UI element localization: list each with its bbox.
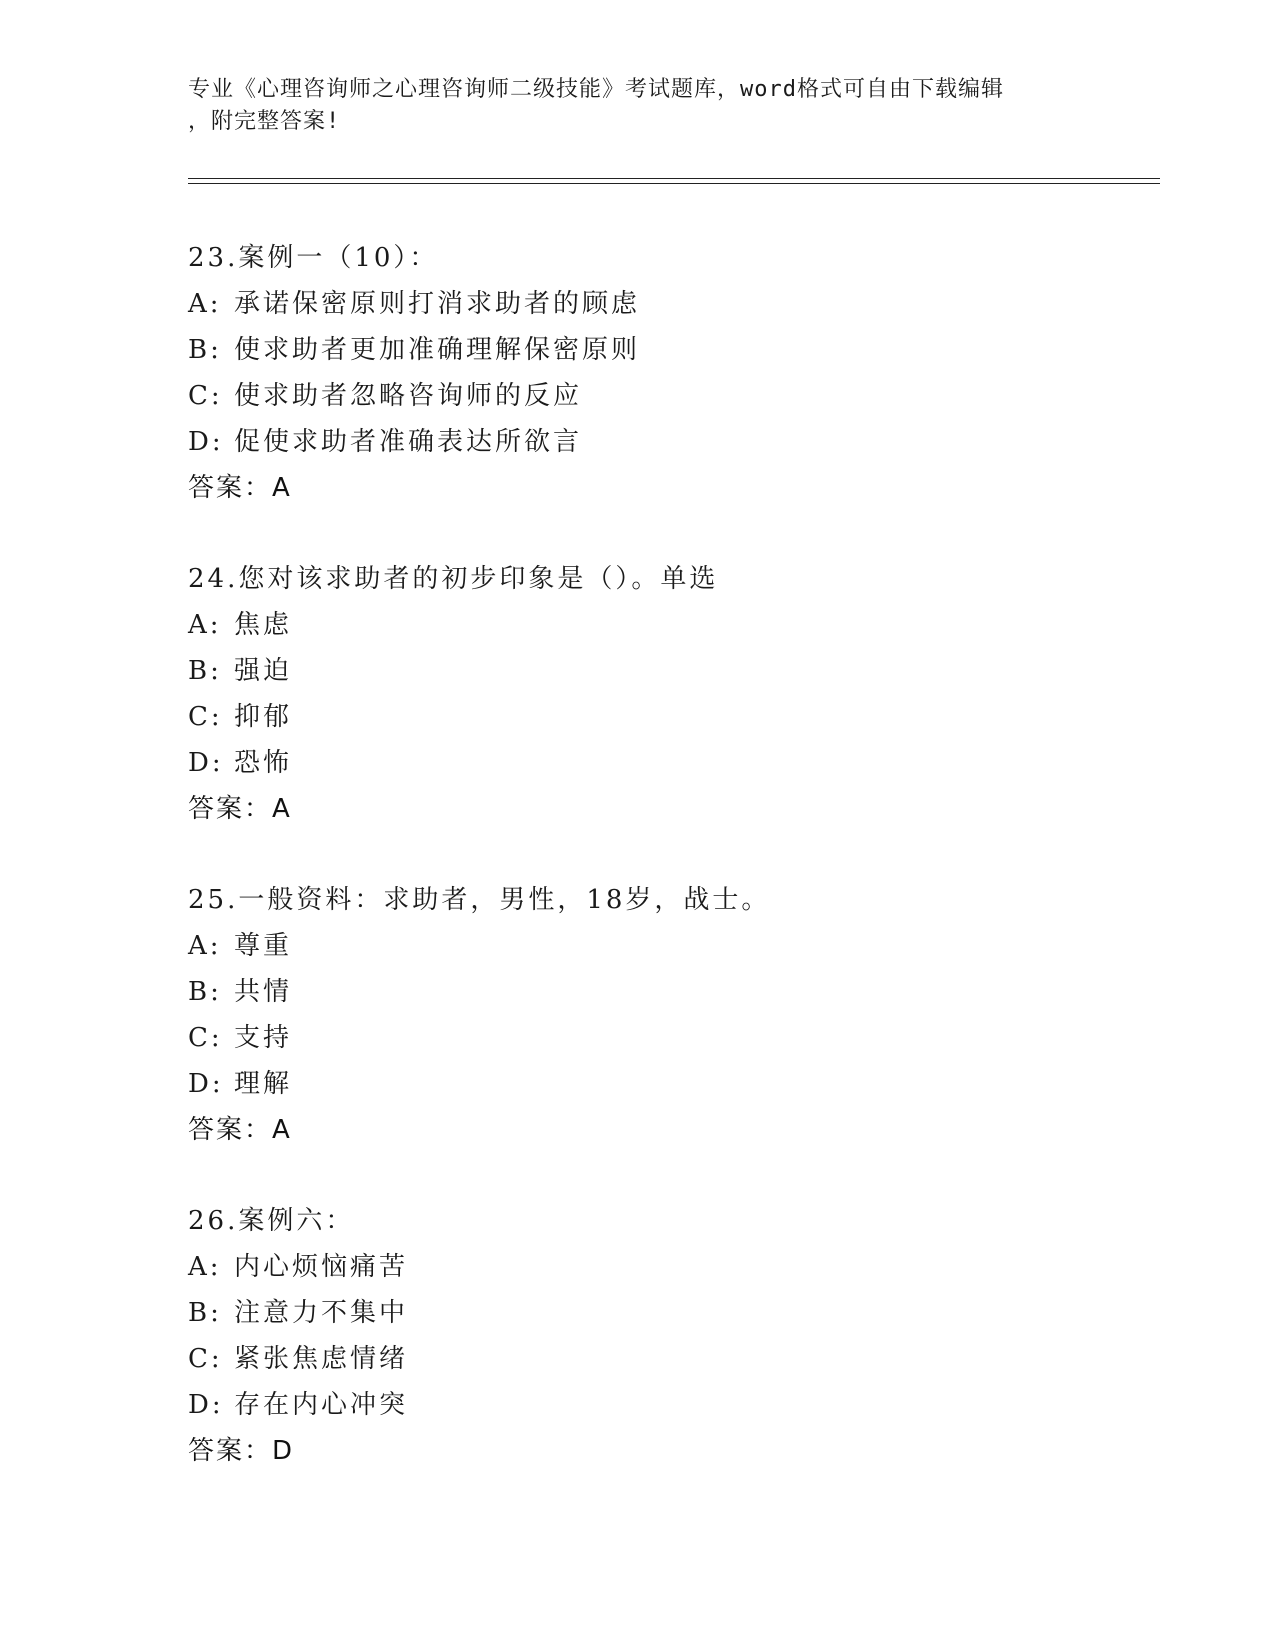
option-text: 使求助者更加准确理解保密原则: [234, 335, 641, 365]
header-line-1: 专业《心理咨询师之心理咨询师二级技能》考试题库，word格式可自由下载编辑: [188, 77, 1004, 102]
option-letter: A:: [188, 289, 222, 319]
option-text: 共情: [234, 977, 293, 1007]
option-c: [188, 1336, 1168, 1382]
answer-line: 答案：A: [188, 794, 292, 824]
option-text: 恐怖: [234, 748, 293, 778]
header-line-2: ，附完整答案!: [188, 109, 341, 134]
option-letter: A:: [188, 931, 222, 961]
option-text: 承诺保密原则打消求助者的顾虑: [234, 289, 641, 319]
question-title: 25.一般资料：求助者，男性，18岁，战士。: [188, 885, 771, 915]
option-text: 抑郁: [234, 702, 293, 732]
option-a: [188, 1244, 1168, 1290]
option-letter: D:: [188, 427, 224, 457]
answer-line: 答案：D: [188, 1436, 295, 1466]
option-letter: C:: [188, 381, 223, 411]
option-a: [188, 923, 1168, 969]
option-letter: D:: [188, 748, 224, 778]
option-c: [188, 373, 1168, 419]
option-text: 促使求助者准确表达所欲言: [234, 427, 583, 457]
option-text: 注意力不集中: [234, 1298, 409, 1328]
option-text: 紧张焦虑情绪: [234, 1344, 409, 1374]
option-b: [188, 969, 1168, 1015]
question-block: [188, 556, 1168, 832]
option-letter: B:: [188, 656, 222, 686]
option-text: 尊重: [234, 931, 293, 961]
option-letter: D:: [188, 1069, 224, 1099]
option-d: [188, 419, 1168, 465]
option-a: [188, 602, 1168, 648]
option-c: [188, 1015, 1168, 1061]
question-block: [188, 235, 1168, 511]
option-a: [188, 281, 1168, 327]
option-d: [188, 1061, 1168, 1107]
option-letter: B:: [188, 977, 222, 1007]
question-block: [188, 877, 1168, 1153]
option-letter: B:: [188, 1298, 222, 1328]
option-b: [188, 327, 1168, 373]
option-c: [188, 694, 1168, 740]
option-b: [188, 648, 1168, 694]
option-b: [188, 1290, 1168, 1336]
answer-line: 答案：A: [188, 1115, 292, 1145]
document-header: [188, 74, 1088, 138]
question-block: [188, 1198, 1168, 1474]
option-text: 强迫: [234, 656, 293, 686]
option-text: 使求助者忽略咨询师的反应: [234, 381, 583, 411]
question-title: 23.案例一（10）：: [188, 243, 439, 273]
option-text: 理解: [234, 1069, 293, 1099]
option-letter: A:: [188, 1252, 222, 1282]
header-divider-bottom: [188, 183, 1160, 184]
option-text: 焦虑: [234, 610, 293, 640]
option-d: [188, 1382, 1168, 1428]
option-text: 存在内心冲突: [234, 1390, 409, 1420]
header-divider-top: [188, 178, 1160, 179]
option-d: [188, 740, 1168, 786]
answer-line: 答案：A: [188, 473, 292, 503]
option-letter: A:: [188, 610, 222, 640]
option-letter: B:: [188, 335, 222, 365]
option-text: 内心烦恼痛苦: [234, 1252, 409, 1282]
option-letter: C:: [188, 1023, 223, 1053]
option-letter: C:: [188, 1344, 223, 1374]
option-letter: D:: [188, 1390, 224, 1420]
option-letter: C:: [188, 702, 223, 732]
option-text: 支持: [234, 1023, 293, 1053]
question-title: 24.您对该求助者的初步印象是（）。单选: [188, 564, 719, 594]
question-title: 26.案例六：: [188, 1206, 355, 1236]
